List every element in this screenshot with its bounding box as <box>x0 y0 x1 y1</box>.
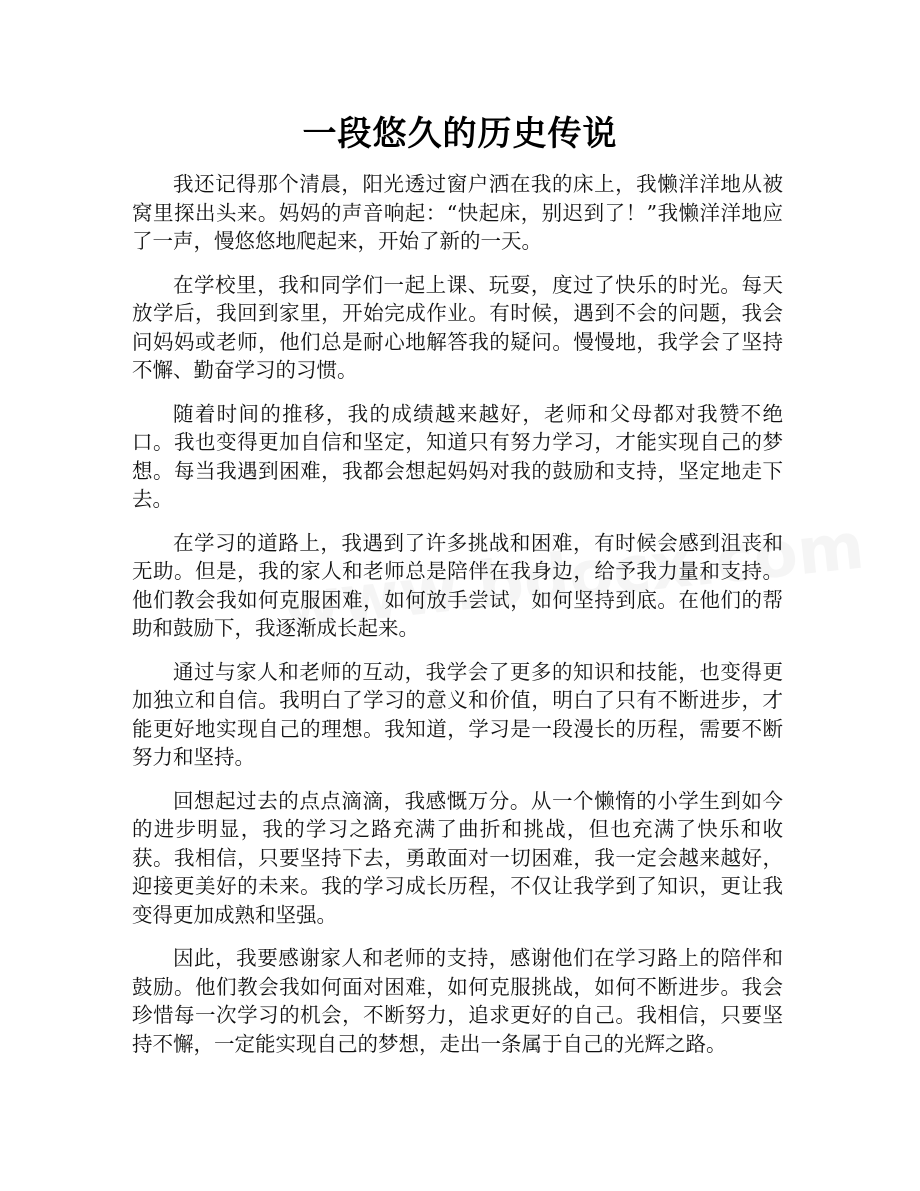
document-title: 一段悠久的历史传说 <box>302 114 618 154</box>
paragraph-7: 因此，我要感谢家人和老师的支持，感谢他们在学习路上的陪伴和鼓励。他们教会我如何面对困难，如何克服挑战，如何不断进步。我会珍惜每一次学习的机会，不断努力，追求更好的自己。我相信，只要坚持不懈，一定能实现自己的梦想，走出一条属于自己的光辉之路。 <box>132 946 783 1056</box>
paragraph-6: 回想起过去的点点滴滴，我感慨万分。从一个懒惰的小学生到如今的进步明显，我的学习之路充满了曲折和挑战，但也充满了快乐和收获。我相信，只要坚持下去，勇敢面对一切困难，我一定会越来越好，迎接更美好的未来。我的学习成长历程，不仅让我学到了知识，更让我变得更加成熟和坚强。 <box>132 788 783 927</box>
paragraph-4: 在学习的道路上，我遇到了许多挑战和困难，有时候会感到沮丧和无助。但是，我的家人和老师总是陪伴在我身边，给予我力量和支持。他们教会我如何克服困难，如何放手尝试，如何坚持到底。在他们的帮助和鼓励下，我逐渐成长起来。 <box>132 530 783 640</box>
paragraph-3: 随着时间的推移，我的成绩越来越好，老师和父母都对我赞不绝口。我也变得更加自信和坚定，知道只有努力学习，才能实现自己的梦想。每当我遇到困难，我都会想起妈妈对我的鼓励和支持，坚定地走下去。 <box>132 401 783 511</box>
paragraph-1: 我还记得那个清晨，阳光透过窗户洒在我的床上，我懒洋洋地从被窝里探出头来。妈妈的声音响起：“快起床，别迟到了！”我懒洋洋地应了一声，慢悠悠地爬起来，开始了新的一天。 <box>132 172 783 253</box>
paragraph-2: 在学校里，我和同学们一起上课、玩耍，度过了快乐的时光。每天放学后，我回到家里，开始完成作业。有时候，遇到不会的问题，我会问妈妈或老师，他们总是耐心地解答我的疑问。慢慢地，我学会了坚持不懈、勤奋学习的习惯。 <box>132 272 783 382</box>
paragraph-5: 通过与家人和老师的互动，我学会了更多的知识和技能，也变得更加独立和自信。我明白了学习的意义和价值，明白了只有不断进步，才能更好地实现自己的理想。我知道，学习是一段漫长的历程，需要不断努力和坚持。 <box>132 659 783 769</box>
document-body <box>132 170 783 1073</box>
